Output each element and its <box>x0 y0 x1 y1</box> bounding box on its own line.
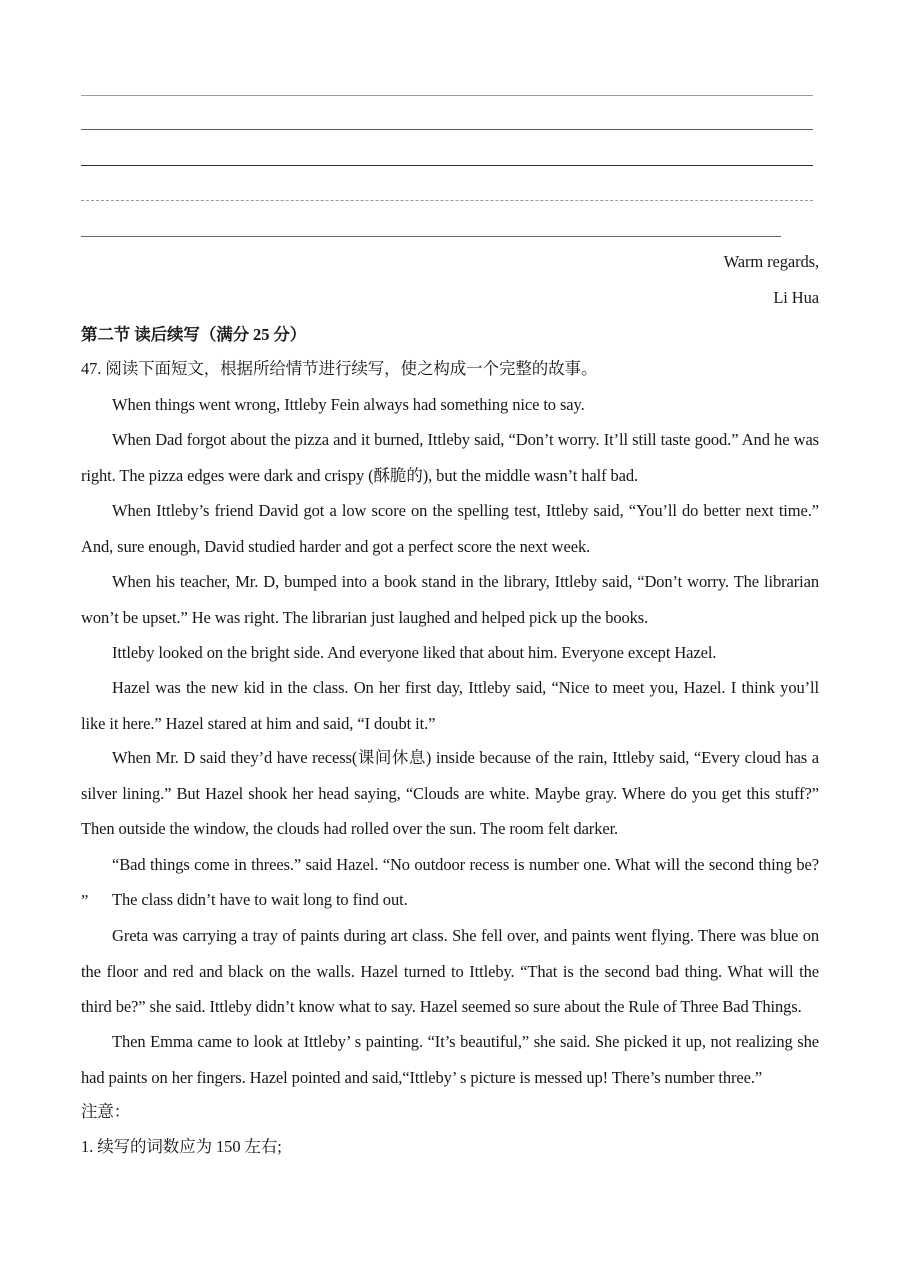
answer-blank-line <box>81 129 813 130</box>
passage-paragraph: Greta was carrying a tray of paints during art class. She fell over, and paints went flying. There was blue on the floor and red and black on the walls. Hazel turned to Ittleby. “That is the second bad thing. What will the third be?” she said. Ittleby didn’t know what to say. Hazel seemed so sure about the Rule of Three Bad Things. <box>81 926 819 1016</box>
closing-regards: Warm regards, <box>723 252 819 271</box>
passage-paragraph: When Dad forgot about the pizza and it burned, Ittleby said, “Don’t worry. It’ll still taste good.” And he was right. The pizza edges were dark and crispy (酥脆的), but the middle wasn’t half bad. <box>81 430 819 485</box>
task-prompt: 47. 阅读下面短文，根据所给情节进行续写，使之构成一个完整的故事。 <box>81 359 598 378</box>
section-heading: 第二节 读后续写（满分 25 分） <box>81 325 307 344</box>
passage-paragraph: “Bad things come in threes.” said Hazel. “No outdoor recess is number one. What will the second thing be? ” <box>81 855 819 910</box>
answer-blank-line <box>81 236 781 237</box>
passage-paragraph: The class didn’t have to wait long to find out. <box>112 890 408 909</box>
answer-blank-line <box>81 165 813 166</box>
passage-paragraph: When Ittleby’s friend David got a low score on the spelling test, Ittleby said, “You’ll do better next time.” And, sure enough, David studied harder and got a perfect score the next week. <box>81 501 819 556</box>
passage-paragraph: Hazel was the new kid in the class. On her first day, Ittleby said, “Nice to meet you, Hazel. I think you’ll like it here.” Hazel stared at him and said, “I doubt it.” <box>81 678 819 733</box>
answer-blank-line <box>81 200 813 201</box>
notes-label: 注意： <box>81 1102 131 1121</box>
passage-paragraph: When his teacher, Mr. D, bumped into a book stand in the library, Ittleby said, “Don’t worry. The librarian won’t be upset.” He was right. The librarian just laughed and helped pick up the books. <box>81 572 819 627</box>
passage-paragraph: Ittleby looked on the bright side. And everyone liked that about him. Everyone except Hazel. <box>112 643 717 662</box>
answer-blank-line <box>81 95 813 96</box>
note-item: 1. 续写的词数应为 150 左右; <box>81 1137 282 1156</box>
closing-signature: Li Hua <box>773 288 819 307</box>
passage-paragraph: When things went wrong, Ittleby Fein always had something nice to say. <box>112 395 585 414</box>
page-content <box>81 0 819 1273</box>
passage-paragraph: Then Emma came to look at Ittleby’ s painting. “It’s beautiful,” she said. She picked it up, not realizing she had paints on her fingers. Hazel pointed and said,“Ittleby’ s picture is messed up! There’s number three.” <box>81 1032 819 1087</box>
passage-paragraph: When Mr. D said they’d have recess(课间休息) inside because of the rain, Ittleby said, “Every cloud has a silver lining.” But Hazel shook her head saying, “Clouds are white. Maybe gray. Where do you get this stuff?” Then outside the window, the clouds had rolled over the sun. The room felt darker. <box>81 748 819 838</box>
